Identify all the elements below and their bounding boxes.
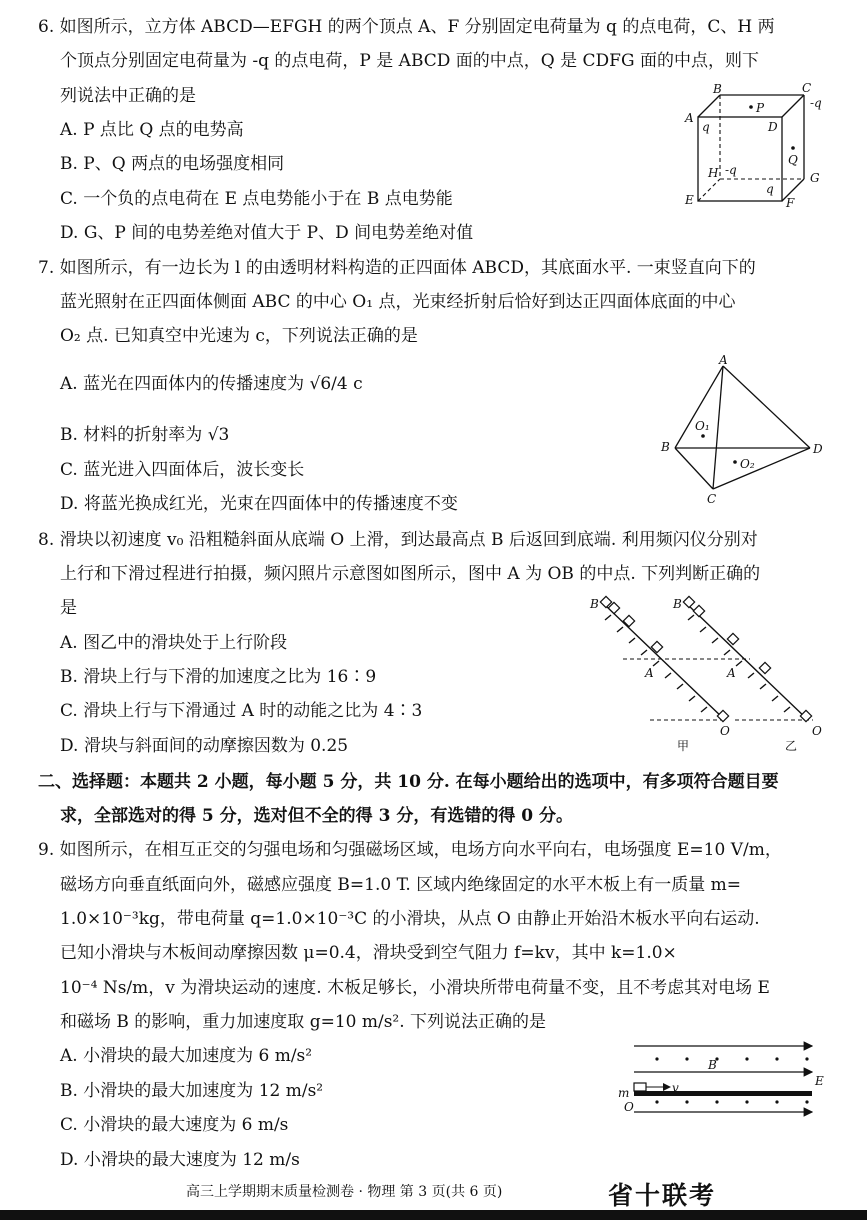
cube-label-f: F [786, 196, 795, 210]
field-label-e: E [815, 1074, 824, 1088]
q6-option-c: C. 一个负的点电荷在 E 点电势能小于在 B 点电势能 [60, 189, 453, 209]
incline-jia-label-o: O [720, 724, 730, 738]
q7-line-2: 蓝光照射在正四面体侧面 ABC 的中心 O₁ 点，光束经折射后恰好到达正四面体底面的中心 [60, 292, 736, 312]
q8-line-3: 是 [60, 598, 77, 618]
q9-line-6: 和磁场 B 的影响，重力加速度取 g=10 m/s². 下列说法正确的是 [60, 1012, 547, 1032]
field-label-v: v [672, 1081, 679, 1095]
incline-jia-label-b: B [590, 597, 599, 611]
section2-line-1: 二、选择题：本题共 2 小题，每小题 5 分，共 10 分. 在每小题给出的选项中，有多项符合题目要 [38, 772, 779, 792]
q8-option-a: A. 图乙中的滑块处于上行阶段 [60, 633, 288, 653]
cube-charge-h: -q [725, 163, 737, 177]
incline-yi-label-a: A [727, 666, 736, 680]
q9-option-c: C. 小滑块的最大速度为 6 m/s [60, 1115, 289, 1135]
cube-label-q: Q [788, 153, 798, 167]
q9-option-d: D. 小滑块的最大速度为 12 m/s [60, 1150, 300, 1170]
q6-line-2: 个顶点分别固定电荷量为 -q 的点电荷，P 是 ABCD 面的中点，Q 是 CDFG 面的中点，则下 [60, 51, 759, 71]
q9-option-a: A. 小滑块的最大加速度为 6 m/s² [60, 1046, 313, 1066]
brand-logo-text: 省十联考 [608, 1181, 717, 1210]
q7-line-3: O₂ 点. 已知真空中光速为 c，下列说法正确的是 [60, 326, 418, 346]
q6-line-3: 列说法中正确的是 [60, 86, 196, 106]
q6-option-d: D. G、P 间的电势差绝对值大于 P、D 间电势差绝对值 [60, 223, 474, 243]
q6-line-1: 6. 如图所示，立方体 ABCD—EFGH 的两个顶点 A、F 分别固定电荷量为 q 的点电荷，C、H 两 [38, 17, 775, 37]
q9-line-2: 磁场方向垂直纸面向外，磁感应强度 B=1.0 T. 区域内绝缘固定的水平木板上有一质量 m= [60, 875, 741, 895]
incline-caption-jia: 甲 [677, 739, 690, 753]
cube-label-e: E [685, 193, 694, 207]
q6-option-b: B. P、Q 两点的电场强度相同 [60, 154, 285, 174]
incline-caption-yi: 乙 [785, 739, 798, 753]
field-label-b: B [708, 1058, 717, 1072]
tetrahedron-figure [655, 353, 830, 506]
incline-yi-label-b: B [673, 597, 682, 611]
tetra-label-a: A [719, 353, 728, 367]
incline-jia-label-a: A [645, 666, 654, 680]
q9-line-1: 9. 如图所示，在相互正交的匀强电场和匀强磁场区域，电场方向水平向右，电场强度 E=10 V/m， [38, 840, 782, 860]
cube-label-b: B [713, 82, 722, 96]
page-footer: 高三上学期期末质量检测卷 · 物理 第 3 页(共 6 页) [186, 1184, 503, 1200]
cube-label-h: H [708, 166, 719, 180]
incline-figure [585, 595, 825, 755]
cube-label-p: P [756, 101, 765, 115]
cube-label-c: C [802, 81, 812, 95]
tetra-label-b: B [661, 440, 670, 454]
field-label-m: m [618, 1086, 630, 1100]
q8-option-c: C. 滑块上行与下滑通过 A 时的动能之比为 4∶3 [60, 701, 423, 721]
cube-label-d: D [768, 120, 778, 134]
q7-option-b: B. 材料的折射率为 √3 [60, 425, 230, 445]
q8-option-b: B. 滑块上行与下滑的加速度之比为 16∶9 [60, 667, 377, 687]
tetra-label-o1: O₁ [695, 419, 710, 433]
bottom-bar [0, 1210, 867, 1220]
q9-option-b: B. 小滑块的最大加速度为 12 m/s² [60, 1081, 324, 1101]
q9-line-5: 10⁻⁴ Ns/m，v 为滑块运动的速度. 木板足够长，小滑块所带电荷量不变，且不考虑其对电场 E [60, 978, 770, 998]
cube-label-g: G [810, 171, 820, 185]
tetra-label-d: D [813, 442, 823, 456]
field-label-o: O [624, 1100, 634, 1114]
tetra-label-o2: O₂ [740, 457, 755, 471]
cube-figure [680, 81, 830, 210]
q7-option-c: C. 蓝光进入四面体后，波长变长 [60, 460, 305, 480]
cube-charge-f: q [766, 182, 774, 196]
section2-line-2: 求，全部选对的得 5 分，选对但不全的得 3 分，有选错的得 0 分。 [60, 806, 573, 826]
q8-line-2: 上行和下滑过程进行拍摄，频闪照片示意图如图所示，图中 A 为 OB 的中点. 下列判断正确的 [60, 564, 761, 584]
field-figure [612, 1036, 827, 1131]
q7-option-d: D. 将蓝光换成红光，光束在四面体中的传播速度不变 [60, 494, 458, 514]
q7-line-1: 7. 如图所示，有一边长为 l 的由透明材料构造的正四面体 ABCD，其底面水平. 一束竖直向下的 [38, 258, 756, 278]
q9-line-3: 1.0×10⁻³kg，带电荷量 q=1.0×10⁻³C 的小滑块，从点 O 由静止开始沿木板水平向右运动. [60, 909, 760, 929]
cube-charge-c: -q [810, 96, 822, 110]
q9-line-4: 已知小滑块与木板间动摩擦因数 μ=0.4，滑块受到空气阻力 f=kv，其中 k=1.0× [60, 943, 677, 963]
cube-label-a: A [685, 111, 694, 125]
q6-option-a: A. P 点比 Q 点的电势高 [60, 120, 244, 140]
q8-option-d: D. 滑块与斜面间的动摩擦因数为 0.25 [60, 736, 349, 756]
q8-line-1: 8. 滑块以初速度 v₀ 沿粗糙斜面从底端 O 上滑，到达最高点 B 后返回到底端. 利用频闪仪分别对 [38, 530, 758, 550]
q7-option-a: A. 蓝光在四面体内的传播速度为 √6/4 c [60, 374, 363, 394]
incline-yi-label-o: O [812, 724, 822, 738]
tetra-label-c: C [707, 492, 717, 506]
cube-charge-a: q [702, 120, 710, 134]
